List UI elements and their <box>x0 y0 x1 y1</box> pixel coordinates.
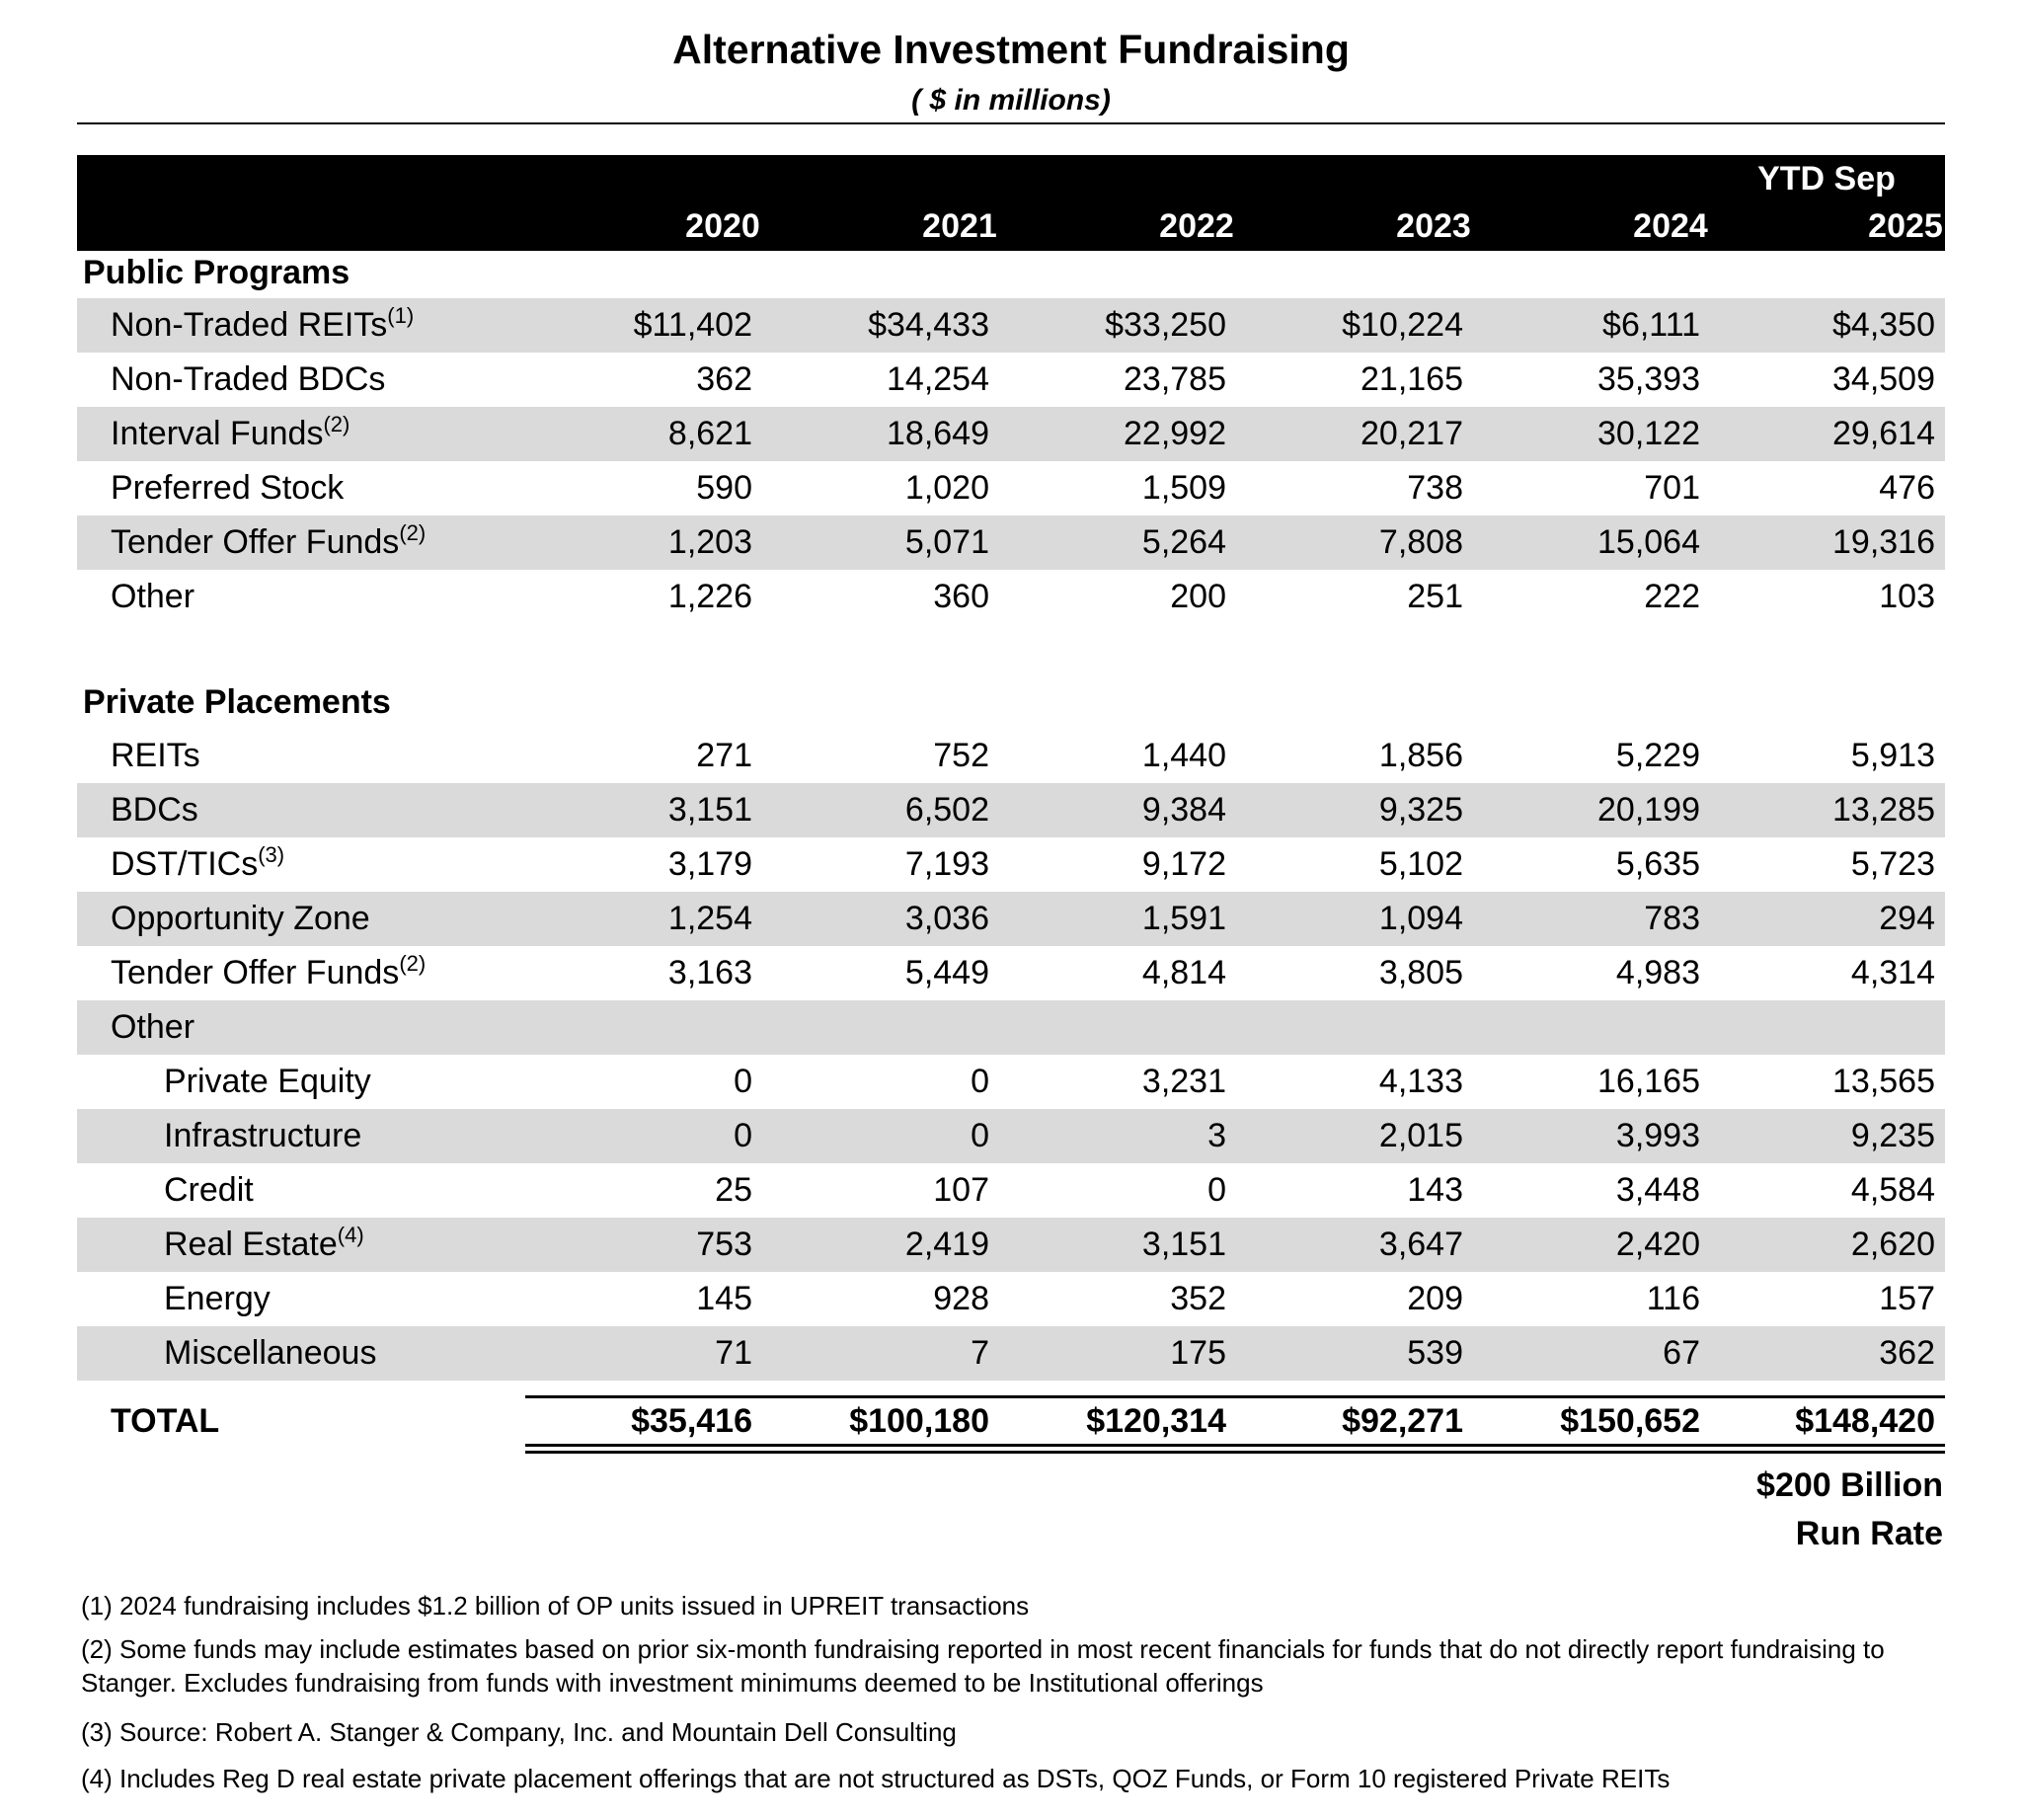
column-header: 2020 <box>685 207 760 245</box>
table-cell: 3,151 <box>1141 1226 1226 1263</box>
footnote-marker: (2) <box>399 951 427 976</box>
total-row <box>77 1398 1945 1444</box>
table-cell: 3,036 <box>904 900 989 937</box>
table-cell: 4,314 <box>1850 954 1935 991</box>
page-subtitle: ( $ in millions) <box>911 84 1111 117</box>
row-label-text: Interval Funds <box>111 415 324 452</box>
row-label-text: Other <box>111 578 195 615</box>
table-cell: 1,254 <box>667 900 752 937</box>
table-cell: 67 <box>1663 1334 1700 1372</box>
footnote-marker: (2) <box>323 412 350 436</box>
table-cell: 539 <box>1407 1334 1463 1372</box>
table-cell: 20,199 <box>1597 791 1700 829</box>
table-cell: 0 <box>971 1063 989 1100</box>
table-cell: 143 <box>1407 1171 1463 1209</box>
table-cell: 7,808 <box>1378 523 1463 561</box>
table-cell: $10,224 <box>1342 306 1463 344</box>
row-label-text: Tender Offer Funds <box>111 954 400 991</box>
table-row <box>77 837 1945 892</box>
table-cell: 34,509 <box>1832 360 1935 398</box>
table-cell: 362 <box>1879 1334 1935 1372</box>
run-rate-amount: $200 Billion <box>1756 1466 1943 1504</box>
table-row <box>77 729 1945 783</box>
table-cell: 6,502 <box>904 791 989 829</box>
total-label: TOTAL <box>111 1402 220 1440</box>
total-cell: $148,420 <box>1795 1402 1935 1440</box>
table-row <box>77 1326 1945 1381</box>
row-label <box>111 515 426 570</box>
row-label <box>111 461 344 515</box>
table-cell: 753 <box>696 1226 752 1263</box>
table-row <box>77 407 1945 461</box>
row-label-text: Credit <box>164 1171 254 1209</box>
table-cell: 701 <box>1644 469 1700 507</box>
table-cell: 5,635 <box>1615 845 1700 883</box>
table-row <box>77 1163 1945 1218</box>
row-label <box>164 1272 271 1326</box>
table-row <box>77 1055 1945 1109</box>
table-cell: 1,226 <box>667 578 752 615</box>
table-row <box>77 946 1945 1000</box>
table-cell: 738 <box>1407 469 1463 507</box>
row-label <box>111 570 194 624</box>
table-cell: 4,983 <box>1615 954 1700 991</box>
table-cell: 9,384 <box>1141 791 1226 829</box>
table-cell: 360 <box>933 578 989 615</box>
column-header: 2025 <box>1868 207 1943 245</box>
row-label-text: Preferred Stock <box>111 469 345 507</box>
row-label <box>111 946 426 1000</box>
table-cell: 29,614 <box>1832 415 1935 452</box>
row-label <box>164 1055 371 1109</box>
row-label <box>164 1163 254 1218</box>
table-cell: 23,785 <box>1124 360 1226 398</box>
table-cell: 7,193 <box>904 845 989 883</box>
footnote-marker: (4) <box>337 1223 364 1247</box>
table-cell: 0 <box>1207 1171 1226 1209</box>
table-cell: 5,102 <box>1378 845 1463 883</box>
table-cell: 19,316 <box>1832 523 1935 561</box>
table-cell: 18,649 <box>887 415 989 452</box>
table-cell: $33,250 <box>1105 306 1226 344</box>
row-label-text: Non-Traded REITs <box>111 306 388 344</box>
row-label <box>111 298 414 353</box>
table-cell: 1,591 <box>1141 900 1226 937</box>
table-cell: 3,647 <box>1378 1226 1463 1263</box>
table-row <box>77 515 1945 570</box>
row-label <box>164 1109 361 1163</box>
row-label-text: Private Equity <box>164 1063 371 1100</box>
row-label <box>111 783 198 837</box>
table-cell: 928 <box>933 1280 989 1317</box>
table-header <box>77 155 1945 251</box>
table-cell: 3 <box>1207 1117 1226 1154</box>
footnote-marker: (2) <box>399 520 427 545</box>
table-cell: 14,254 <box>887 360 989 398</box>
row-label-text: Infrastructure <box>164 1117 362 1154</box>
row-label-text: Tender Offer Funds <box>111 523 400 561</box>
row-label-text: Real Estate <box>164 1226 338 1263</box>
row-label-text: Other <box>111 1008 195 1046</box>
row-label-text: DST/TICs <box>111 845 259 883</box>
table-cell: 25 <box>715 1171 752 1209</box>
table-cell: 15,064 <box>1597 523 1700 561</box>
table-cell: 9,325 <box>1378 791 1463 829</box>
table-cell: 0 <box>971 1117 989 1154</box>
table-row <box>77 892 1945 946</box>
table-cell: 9,172 <box>1141 845 1226 883</box>
table-cell: 103 <box>1879 578 1935 615</box>
row-label <box>111 729 200 783</box>
table-cell: 209 <box>1407 1280 1463 1317</box>
table-cell: 1,020 <box>904 469 989 507</box>
table-cell: 5,264 <box>1141 523 1226 561</box>
table-row <box>77 1000 1945 1055</box>
footnote-3: (3) Source: Robert A. Stanger & Company, Inc. and Mountain Dell Consulting <box>81 1717 957 1747</box>
table-cell: 157 <box>1879 1280 1935 1317</box>
table-cell: 251 <box>1407 578 1463 615</box>
table-cell: 8,621 <box>667 415 752 452</box>
table-cell: 107 <box>933 1171 989 1209</box>
row-label <box>111 837 284 892</box>
table-row <box>77 298 1945 353</box>
run-rate-callout <box>1548 1462 1943 1558</box>
table-row <box>77 353 1945 407</box>
table-row <box>77 1272 1945 1326</box>
table-cell: 3,231 <box>1141 1063 1226 1100</box>
table-cell: 1,094 <box>1378 900 1463 937</box>
table-cell: 71 <box>715 1334 752 1372</box>
table-cell: 352 <box>1170 1280 1226 1317</box>
row-label-text: Miscellaneous <box>164 1334 377 1372</box>
table-cell <box>1708 1000 1935 1055</box>
footnote-4: (4) Includes Reg D real estate private placement offerings that are not structured as DSTs, QOZ Funds, or Form 10 registered Private REITs <box>81 1764 1671 1793</box>
column-header: 2021 <box>922 207 997 245</box>
table-cell: 22,992 <box>1124 415 1226 452</box>
table-cell: 1,509 <box>1141 469 1226 507</box>
row-label-text: REITs <box>111 737 200 774</box>
section-heading-private-placements: Private Placements <box>83 683 391 721</box>
table-row <box>77 1109 1945 1163</box>
table-cell: 13,565 <box>1832 1063 1935 1100</box>
table-cell: 0 <box>734 1063 752 1100</box>
table-cell <box>999 1000 1226 1055</box>
table-cell: 5,913 <box>1850 737 1935 774</box>
table-cell: 3,151 <box>667 791 752 829</box>
table-cell: 116 <box>1646 1280 1700 1317</box>
table-row <box>77 461 1945 515</box>
table-cell <box>525 1000 752 1055</box>
table-cell: $6,111 <box>1602 306 1700 344</box>
total-cell: $100,180 <box>849 1402 989 1440</box>
table-row <box>77 783 1945 837</box>
table-cell: 20,217 <box>1361 415 1463 452</box>
row-label-text: Energy <box>164 1280 271 1317</box>
table-cell: 3,805 <box>1378 954 1463 991</box>
table-cell: 3,993 <box>1615 1117 1700 1154</box>
footnote-marker: (3) <box>258 842 285 867</box>
table-cell <box>1473 1000 1700 1055</box>
section-heading-public-programs: Public Programs <box>83 254 350 291</box>
table-row <box>77 570 1945 624</box>
table-cell: 7 <box>971 1334 989 1372</box>
row-label <box>111 353 385 407</box>
table-cell: 271 <box>696 737 752 774</box>
table-cell: 1,440 <box>1141 737 1226 774</box>
table-cell: 3,163 <box>667 954 752 991</box>
row-label-text: BDCs <box>111 791 198 829</box>
table-cell: 3,448 <box>1615 1171 1700 1209</box>
table-cell: 752 <box>933 737 989 774</box>
table-cell: 3,179 <box>667 845 752 883</box>
row-label <box>111 407 350 461</box>
table-cell: 294 <box>1879 900 1935 937</box>
page-title: Alternative Investment Fundraising <box>672 27 1350 72</box>
table-cell: $4,350 <box>1832 306 1935 344</box>
title-divider <box>77 122 1945 124</box>
run-rate-label: Run Rate <box>1795 1515 1943 1552</box>
table-cell: 35,393 <box>1597 360 1700 398</box>
row-label <box>164 1218 364 1272</box>
table-cell: 590 <box>696 469 752 507</box>
table-cell: 21,165 <box>1361 360 1463 398</box>
total-cell: $35,416 <box>631 1402 752 1440</box>
table-cell: 5,449 <box>904 954 989 991</box>
total-cell: $150,652 <box>1560 1402 1700 1440</box>
table-cell: 13,285 <box>1832 791 1935 829</box>
table-cell: $11,402 <box>633 306 752 344</box>
table-cell: 1,856 <box>1378 737 1463 774</box>
table-cell: 783 <box>1644 900 1700 937</box>
table-cell: 0 <box>734 1117 752 1154</box>
table-cell: 4,814 <box>1141 954 1226 991</box>
footnote-marker: (1) <box>387 303 415 328</box>
column-header: 2022 <box>1159 207 1234 245</box>
column-header: 2024 <box>1633 207 1708 245</box>
row-label <box>111 1000 194 1055</box>
footnote-1: (1) 2024 fundraising includes $1.2 billion of OP units issued in UPREIT transactions <box>81 1591 1030 1621</box>
table-cell: 2,419 <box>904 1226 989 1263</box>
table-cell: 362 <box>696 360 752 398</box>
table-cell: $34,433 <box>868 306 989 344</box>
table-cell <box>1236 1000 1463 1055</box>
total-double-rule <box>525 1444 1945 1447</box>
column-header-line1: YTD Sep <box>1757 160 1896 198</box>
table-cell: 30,122 <box>1597 415 1700 452</box>
row-label-text: Non-Traded BDCs <box>111 360 386 398</box>
row-label-text: Opportunity Zone <box>111 900 370 937</box>
table-cell: 200 <box>1170 578 1226 615</box>
total-double-rule <box>525 1451 1945 1454</box>
table-cell: 145 <box>696 1280 752 1317</box>
table-cell: 1,203 <box>667 523 752 561</box>
row-label <box>111 892 370 946</box>
table-cell: 476 <box>1879 469 1935 507</box>
total-cell: $92,271 <box>1342 1402 1463 1440</box>
table-cell: 16,165 <box>1597 1063 1700 1100</box>
footnote-2: (2) Some funds may include estimates based on prior six-month fundraising reported in most recent financials for funds that do not directly report fundraising to Stanger. Excludes fundraising from funds with investment minimums deemed to be Institutional offerings <box>81 1634 1885 1698</box>
row-label <box>164 1326 376 1381</box>
column-header: 2023 <box>1396 207 1471 245</box>
table-cell: 5,723 <box>1850 845 1935 883</box>
table-cell: 4,133 <box>1378 1063 1463 1100</box>
table-cell: 2,015 <box>1378 1117 1463 1154</box>
table-cell: 2,420 <box>1615 1226 1700 1263</box>
table-cell: 9,235 <box>1850 1117 1935 1154</box>
table-cell: 175 <box>1170 1334 1226 1372</box>
table-cell: 222 <box>1644 578 1700 615</box>
table-cell: 5,071 <box>904 523 989 561</box>
table-cell: 2,620 <box>1850 1226 1935 1263</box>
total-cell: $120,314 <box>1086 1402 1226 1440</box>
table-cell <box>762 1000 989 1055</box>
table-cell: 5,229 <box>1615 737 1700 774</box>
table-cell: 4,584 <box>1850 1171 1935 1209</box>
table-row <box>77 1218 1945 1272</box>
